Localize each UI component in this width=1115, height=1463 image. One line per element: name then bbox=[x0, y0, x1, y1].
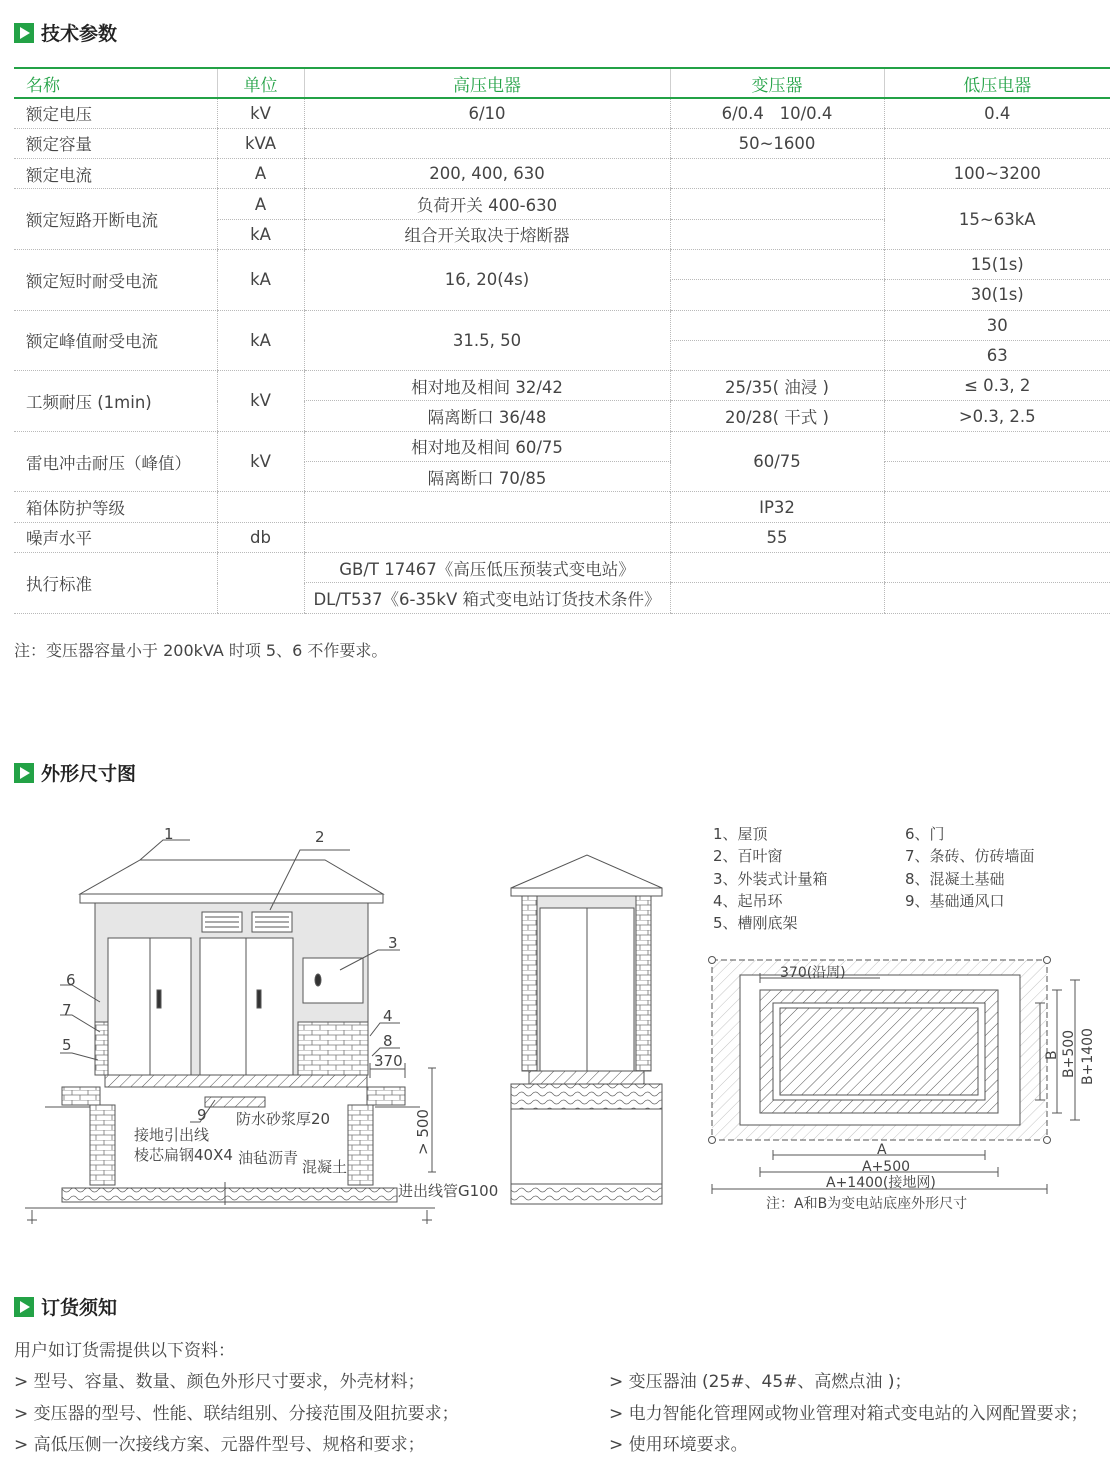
plan-B1400: B+1400 bbox=[1080, 1028, 1096, 1085]
callout-8: 8 bbox=[383, 1032, 393, 1050]
cell: 31.5, 50 bbox=[304, 310, 670, 371]
cell bbox=[304, 522, 670, 552]
cell: 噪声水平 bbox=[14, 522, 217, 552]
cell bbox=[884, 522, 1110, 552]
callout-9: 9 bbox=[197, 1106, 207, 1124]
spec-table bbox=[14, 67, 1110, 614]
cell: kVA bbox=[217, 128, 304, 158]
cell: 额定短时耐受电流 bbox=[14, 249, 217, 310]
cell: 隔离断口 36/48 bbox=[304, 401, 670, 431]
cell: 隔离断口 70/85 bbox=[304, 462, 670, 492]
cell: kV bbox=[217, 431, 304, 492]
callout-5: 5 bbox=[62, 1036, 72, 1054]
cell: A bbox=[217, 159, 304, 189]
legend-right-1: 7、条砖、仿砖墙面 bbox=[905, 847, 1035, 865]
cell: 6/10 bbox=[304, 98, 670, 128]
cell bbox=[670, 340, 884, 370]
cell bbox=[670, 219, 884, 249]
section-title-specs bbox=[14, 19, 117, 46]
table-row bbox=[14, 98, 1110, 128]
cell: 执行标准 bbox=[14, 552, 217, 613]
cell: 55 bbox=[670, 522, 884, 552]
cell bbox=[670, 583, 884, 613]
label-mortar: 防水砂浆厚20 bbox=[236, 1110, 331, 1128]
cell: 相对地及相间 32/42 bbox=[304, 371, 670, 401]
cell: 相对地及相间 60/75 bbox=[304, 431, 670, 461]
cell bbox=[670, 159, 884, 189]
cell: DL/T537《6-35kV 箱式变电站订货技术条件》 bbox=[304, 583, 670, 613]
label-ground2: 棱芯扁钢40X4 bbox=[134, 1146, 233, 1164]
order-right-2: > 使用环境要求。 bbox=[609, 1435, 748, 1455]
order-right-0: > 变压器油 (25#、45#、高燃点油 )； bbox=[609, 1372, 912, 1392]
header-transformer: 变压器 bbox=[670, 68, 884, 98]
play-arrow-icon bbox=[14, 763, 34, 783]
legend-left-0: 1、屋顶 bbox=[713, 825, 768, 843]
play-arrow-icon bbox=[14, 1297, 34, 1317]
order-left-0: > 型号、容量、数量、颜色外形尺寸要求，外壳材料； bbox=[14, 1372, 425, 1392]
cell: 16, 20(4s) bbox=[304, 249, 670, 310]
order-right-1: > 电力智能化管理网或物业管理对箱式变电站的入网配置要求； bbox=[609, 1404, 1088, 1424]
cell bbox=[670, 552, 884, 582]
table-note: 注：变压器容量小于 200kVA 时项 5、6 不作要求。 bbox=[14, 641, 388, 660]
plan-A: A bbox=[877, 1142, 887, 1158]
cell bbox=[670, 249, 884, 279]
cell: 25/35( 油浸 ) bbox=[670, 371, 884, 401]
cell: 0.4 bbox=[884, 98, 1110, 128]
table-row bbox=[14, 431, 1110, 461]
legend-left-1: 2、百叶窗 bbox=[713, 847, 783, 865]
cell: 6/0.4 10/0.4 bbox=[670, 98, 884, 128]
plan-A1400: A+1400(接地网) bbox=[826, 1175, 936, 1191]
cell bbox=[670, 189, 884, 219]
cell: 额定短路开断电流 bbox=[14, 189, 217, 250]
cell bbox=[217, 492, 304, 522]
cell: 200, 400, 630 bbox=[304, 159, 670, 189]
cell: 箱体防护等级 bbox=[14, 492, 217, 522]
section-title-text: 订货须知 bbox=[41, 1297, 118, 1319]
cell: 额定电流 bbox=[14, 159, 217, 189]
header-lv: 低压电器 bbox=[884, 68, 1110, 98]
callout-1: 1 bbox=[164, 825, 174, 843]
legend-left-4: 5、槽刚底架 bbox=[713, 914, 798, 932]
cell bbox=[884, 462, 1110, 492]
cell: 雷电冲击耐压（峰值） bbox=[14, 431, 217, 492]
cell: kA bbox=[217, 249, 304, 310]
cell: IP32 bbox=[670, 492, 884, 522]
section-title-text: 技术参数 bbox=[41, 23, 118, 45]
header-name: 名称 bbox=[14, 68, 217, 98]
label-concrete: 混凝土 bbox=[302, 1158, 348, 1176]
cell bbox=[884, 492, 1110, 522]
cell: kV bbox=[217, 371, 304, 432]
table-row bbox=[14, 492, 1110, 522]
order-intro: 用户如订货需提供以下资料： bbox=[14, 1341, 235, 1361]
dim-500: > 500 bbox=[414, 1109, 432, 1155]
cell: >0.3, 2.5 bbox=[884, 401, 1110, 431]
table-row bbox=[14, 159, 1110, 189]
cell: 100~3200 bbox=[884, 159, 1110, 189]
front-view bbox=[25, 840, 436, 1224]
cell: 15(1s) bbox=[884, 249, 1110, 279]
cell: GB/T 17467《高压低压预装式变电站》 bbox=[304, 552, 670, 582]
table-row bbox=[14, 128, 1110, 158]
legend-left-3: 4、起吊环 bbox=[713, 892, 783, 910]
table-row bbox=[14, 371, 1110, 401]
order-left-2: > 高低压侧一次接线方案、元器件型号、规格和要求； bbox=[14, 1435, 425, 1455]
callout-4: 4 bbox=[383, 1007, 393, 1025]
cell: 额定峰值耐受电流 bbox=[14, 310, 217, 371]
legend-right-3: 9、基础通风口 bbox=[905, 892, 1005, 910]
plan-B: B bbox=[1044, 1050, 1060, 1060]
table-row bbox=[14, 522, 1110, 552]
cell: db bbox=[217, 522, 304, 552]
cell: 60/75 bbox=[670, 431, 884, 492]
cell: kV bbox=[217, 98, 304, 128]
table-row bbox=[14, 310, 1110, 340]
cell: ≤ 0.3, 2 bbox=[884, 371, 1110, 401]
cell: 额定电压 bbox=[14, 98, 217, 128]
dimension-drawing bbox=[0, 810, 1115, 1240]
dim-370: 370 bbox=[374, 1052, 403, 1070]
callout-2: 2 bbox=[315, 828, 325, 846]
cell bbox=[884, 552, 1110, 582]
section-title-order bbox=[14, 1293, 117, 1320]
label-pipe: 进出线管G100 bbox=[398, 1182, 499, 1200]
legend-right-0: 6、门 bbox=[905, 825, 945, 843]
cell: 30 bbox=[884, 310, 1110, 340]
cell: 组合开关取决于熔断器 bbox=[304, 219, 670, 249]
cell bbox=[884, 128, 1110, 158]
plan-note: 注：A和B为变电站底座外形尺寸 bbox=[766, 1196, 968, 1212]
cell: 额定容量 bbox=[14, 128, 217, 158]
section-title-text: 外形尺寸图 bbox=[41, 763, 137, 785]
cell bbox=[884, 431, 1110, 461]
plan-370: 370(沿周) bbox=[780, 965, 846, 981]
callout-7: 7 bbox=[62, 1001, 72, 1019]
cell bbox=[304, 128, 670, 158]
header-hv: 高压电器 bbox=[304, 68, 670, 98]
cell bbox=[670, 310, 884, 340]
cell bbox=[217, 552, 304, 613]
plan-A500: A+500 bbox=[862, 1159, 911, 1175]
legend-left-2: 3、外装式计量箱 bbox=[713, 870, 828, 888]
side-view bbox=[511, 855, 662, 1204]
cell bbox=[884, 583, 1110, 613]
cell: 30(1s) bbox=[884, 280, 1110, 310]
cell: kA bbox=[217, 219, 304, 249]
cell: A bbox=[217, 189, 304, 219]
legend-right-2: 8、混凝土基础 bbox=[905, 870, 1005, 888]
order-left-1: > 变压器的型号、性能、联结组别、分接范围及阻抗要求； bbox=[14, 1404, 459, 1424]
callout-3: 3 bbox=[388, 934, 398, 952]
cell: 50~1600 bbox=[670, 128, 884, 158]
label-felt: 油毡沥青 bbox=[238, 1149, 299, 1167]
label-ground1: 接地引出线 bbox=[134, 1126, 210, 1144]
cell: 63 bbox=[884, 340, 1110, 370]
cell: kA bbox=[217, 310, 304, 371]
callout-6: 6 bbox=[66, 971, 76, 989]
section-title-dimensions bbox=[14, 759, 136, 786]
cell: 15~63kA bbox=[884, 189, 1110, 250]
table-row bbox=[14, 189, 1110, 219]
table-header-row bbox=[14, 68, 1110, 98]
cell bbox=[670, 280, 884, 310]
header-unit: 单位 bbox=[217, 68, 304, 98]
cell: 工频耐压 (1min) bbox=[14, 371, 217, 432]
plan-B500: B+500 bbox=[1061, 1029, 1077, 1078]
cell: 20/28( 干式 ) bbox=[670, 401, 884, 431]
table-row bbox=[14, 249, 1110, 279]
table-row bbox=[14, 552, 1110, 582]
cell bbox=[304, 492, 670, 522]
cell: 负荷开关 400-630 bbox=[304, 189, 670, 219]
play-arrow-icon bbox=[14, 23, 34, 43]
